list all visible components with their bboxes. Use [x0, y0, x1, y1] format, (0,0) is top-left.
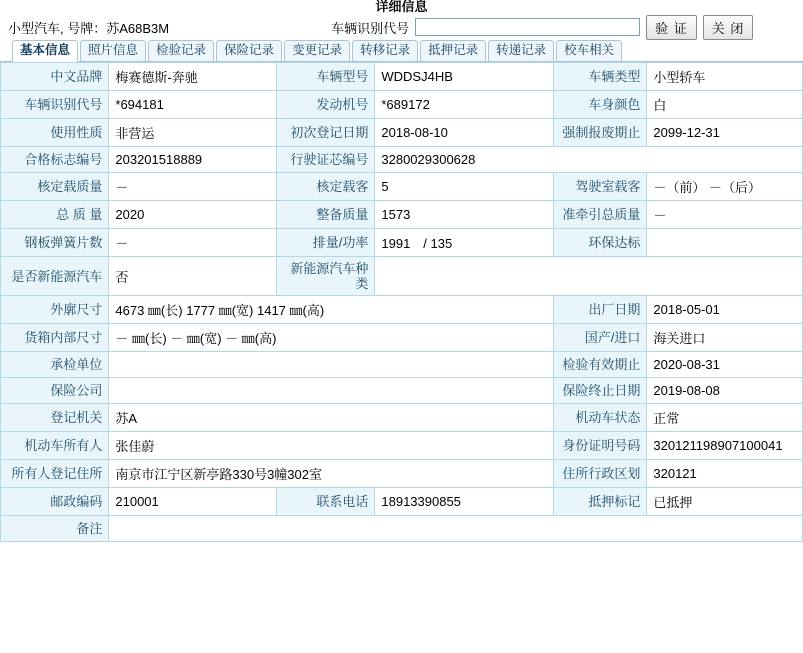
- table-row: [1, 63, 803, 91]
- insurance-company-label: 保险公司: [1, 378, 109, 404]
- table-row: [1, 516, 803, 542]
- curb-mass-value: 1573: [375, 201, 554, 229]
- cab-passengers-value: －（前） －（后）: [647, 173, 803, 201]
- origin-label: 国产/进口: [554, 324, 647, 352]
- body-color-label: 车身颜色: [554, 91, 647, 119]
- scrap-deadline-label: 强制报废期止: [554, 119, 647, 147]
- tab-insurance-records[interactable]: 保险记录: [216, 40, 282, 61]
- verify-button[interactable]: 验 证: [646, 15, 697, 40]
- gross-mass-value: 2020: [109, 201, 277, 229]
- leaf-spring-label: 钢板弹簧片数: [1, 229, 109, 257]
- scrap-deadline-value: 2099-12-31: [647, 119, 803, 147]
- table-row: [1, 488, 803, 516]
- first-registration-value: 2018-08-10: [375, 119, 554, 147]
- table-row: [1, 432, 803, 460]
- vehicle-status-value: 正常: [647, 404, 803, 432]
- owner-label: 机动车所有人: [1, 432, 109, 460]
- emission-standard-value: [647, 229, 803, 257]
- vin-label: 车辆识别代号: [1, 91, 109, 119]
- table-row: [1, 229, 803, 257]
- registration-authority-label: 登记机关: [1, 404, 109, 432]
- emission-standard-label: 环保达标: [554, 229, 647, 257]
- insurance-end-value: 2019-08-08: [647, 378, 803, 404]
- displacement-power-label: 排量/功率: [277, 229, 375, 257]
- rated-passengers-value: 5: [375, 173, 554, 201]
- gross-mass-label: 总 质 量: [1, 201, 109, 229]
- tab-basic-info[interactable]: 基本信息: [12, 40, 78, 62]
- search-bar: [0, 14, 803, 40]
- first-registration-label: 初次登记日期: [277, 119, 375, 147]
- remark-value: [109, 516, 803, 542]
- license-chip-label: 行驶证芯编号: [277, 147, 375, 173]
- table-row: [1, 296, 803, 324]
- phone-value: 18913390855: [375, 488, 554, 516]
- phone-label: 联系电话: [277, 488, 375, 516]
- vin-search-label: 车辆识别代号: [331, 20, 410, 36]
- new-energy-type-value: [375, 257, 803, 296]
- tab-inspection-records[interactable]: 检验记录: [148, 40, 214, 61]
- address-division-value: 320121: [647, 460, 803, 488]
- new-energy-label: 是否新能源汽车: [1, 257, 109, 296]
- certificate-no-label: 合格标志编号: [1, 147, 109, 173]
- vehicle-type-label: 车辆类型: [554, 63, 647, 91]
- engine-value: *689172: [375, 91, 554, 119]
- table-row: [1, 460, 803, 488]
- plate-label: 小型汽车, 号牌：苏A68B3M: [8, 20, 170, 36]
- postcode-label: 邮政编码: [1, 488, 109, 516]
- inspection-unit-value: [109, 352, 554, 378]
- cargo-size-value: － ㎜(长) － ㎜(宽) － ㎜(高): [109, 324, 554, 352]
- vehicle-detail-table: [0, 62, 803, 542]
- mortgage-mark-value: 已抵押: [647, 488, 803, 516]
- leaf-spring-value: －: [109, 229, 277, 257]
- cargo-size-label: 货箱内部尺寸: [1, 324, 109, 352]
- factory-date-value: 2018-05-01: [647, 296, 803, 324]
- certificate-no-value: 203201518889: [109, 147, 277, 173]
- tab-delivery-records[interactable]: 转递记录: [488, 40, 554, 61]
- tab-school-bus[interactable]: 校车相关: [556, 40, 622, 61]
- registration-authority-value: 苏A: [109, 404, 554, 432]
- tab-bar: [0, 40, 803, 62]
- table-row: [1, 201, 803, 229]
- owner-value: 张佳蔚: [109, 432, 554, 460]
- curb-mass-label: 整备质量: [277, 201, 375, 229]
- inspection-valid-value: 2020-08-31: [647, 352, 803, 378]
- tab-mortgage-records[interactable]: 抵押记录: [420, 40, 486, 61]
- new-energy-type-label: 新能源汽车种类: [277, 257, 375, 296]
- use-nature-value: 非营运: [109, 119, 277, 147]
- outline-size-value: 4673 ㎜(长) 1777 ㎜(宽) 1417 ㎜(高): [109, 296, 554, 324]
- rated-load-value: －: [109, 173, 277, 201]
- table-row: [1, 147, 803, 173]
- close-button[interactable]: 关 闭: [703, 15, 754, 40]
- vin-value: *694181: [109, 91, 277, 119]
- table-row: [1, 324, 803, 352]
- cab-passengers-label: 驾驶室载客: [554, 173, 647, 201]
- vehicle-type-value: 小型轿车: [647, 63, 803, 91]
- owner-address-value: 南京市江宁区新亭路330号3幢302室: [109, 460, 554, 488]
- vehicle-status-label: 机动车状态: [554, 404, 647, 432]
- table-row: [1, 173, 803, 201]
- table-row: [1, 91, 803, 119]
- remark-label: 备注: [1, 516, 109, 542]
- id-number-label: 身份证明号码: [554, 432, 647, 460]
- table-row: [1, 119, 803, 147]
- model-value: WDDSJ4HB: [375, 63, 554, 91]
- new-energy-value: 否: [109, 257, 277, 296]
- mortgage-mark-label: 抵押标记: [554, 488, 647, 516]
- inspection-unit-label: 承检单位: [1, 352, 109, 378]
- table-row: [1, 378, 803, 404]
- use-nature-label: 使用性质: [1, 119, 109, 147]
- tow-mass-label: 准牵引总质量: [554, 201, 647, 229]
- origin-value: 海关进口: [647, 324, 803, 352]
- postcode-value: 210001: [109, 488, 277, 516]
- displacement-power-value: 1991 / 135: [375, 229, 554, 257]
- insurance-end-label: 保险终止日期: [554, 378, 647, 404]
- outline-size-label: 外廓尺寸: [1, 296, 109, 324]
- table-row: [1, 352, 803, 378]
- license-chip-value: 3280029300628: [375, 147, 803, 173]
- inspection-valid-label: 检验有效期止: [554, 352, 647, 378]
- rated-load-label: 核定载质量: [1, 173, 109, 201]
- tow-mass-value: －: [647, 201, 803, 229]
- id-number-value: 320121198907100041: [647, 432, 803, 460]
- brand-value: 梅赛德斯-奔驰: [109, 63, 277, 91]
- insurance-company-value: [109, 378, 554, 404]
- table-row: [1, 257, 803, 296]
- window-title: 详细信息: [375, 0, 428, 14]
- table-row: [1, 404, 803, 432]
- tab-transfer-records[interactable]: 转移记录: [352, 40, 418, 61]
- tab-photo-info[interactable]: 照片信息: [80, 40, 146, 61]
- tab-change-records[interactable]: 变更记录: [284, 40, 350, 61]
- rated-passengers-label: 核定载客: [277, 173, 375, 201]
- engine-label: 发动机号: [277, 91, 375, 119]
- factory-date-label: 出厂日期: [554, 296, 647, 324]
- owner-address-label: 所有人登记住所: [1, 460, 109, 488]
- address-division-label: 住所行政区划: [554, 460, 647, 488]
- vin-search-input[interactable]: [415, 18, 640, 36]
- body-color-value: 白: [647, 91, 803, 119]
- brand-label: 中文品牌: [1, 63, 109, 91]
- model-label: 车辆型号: [277, 63, 375, 91]
